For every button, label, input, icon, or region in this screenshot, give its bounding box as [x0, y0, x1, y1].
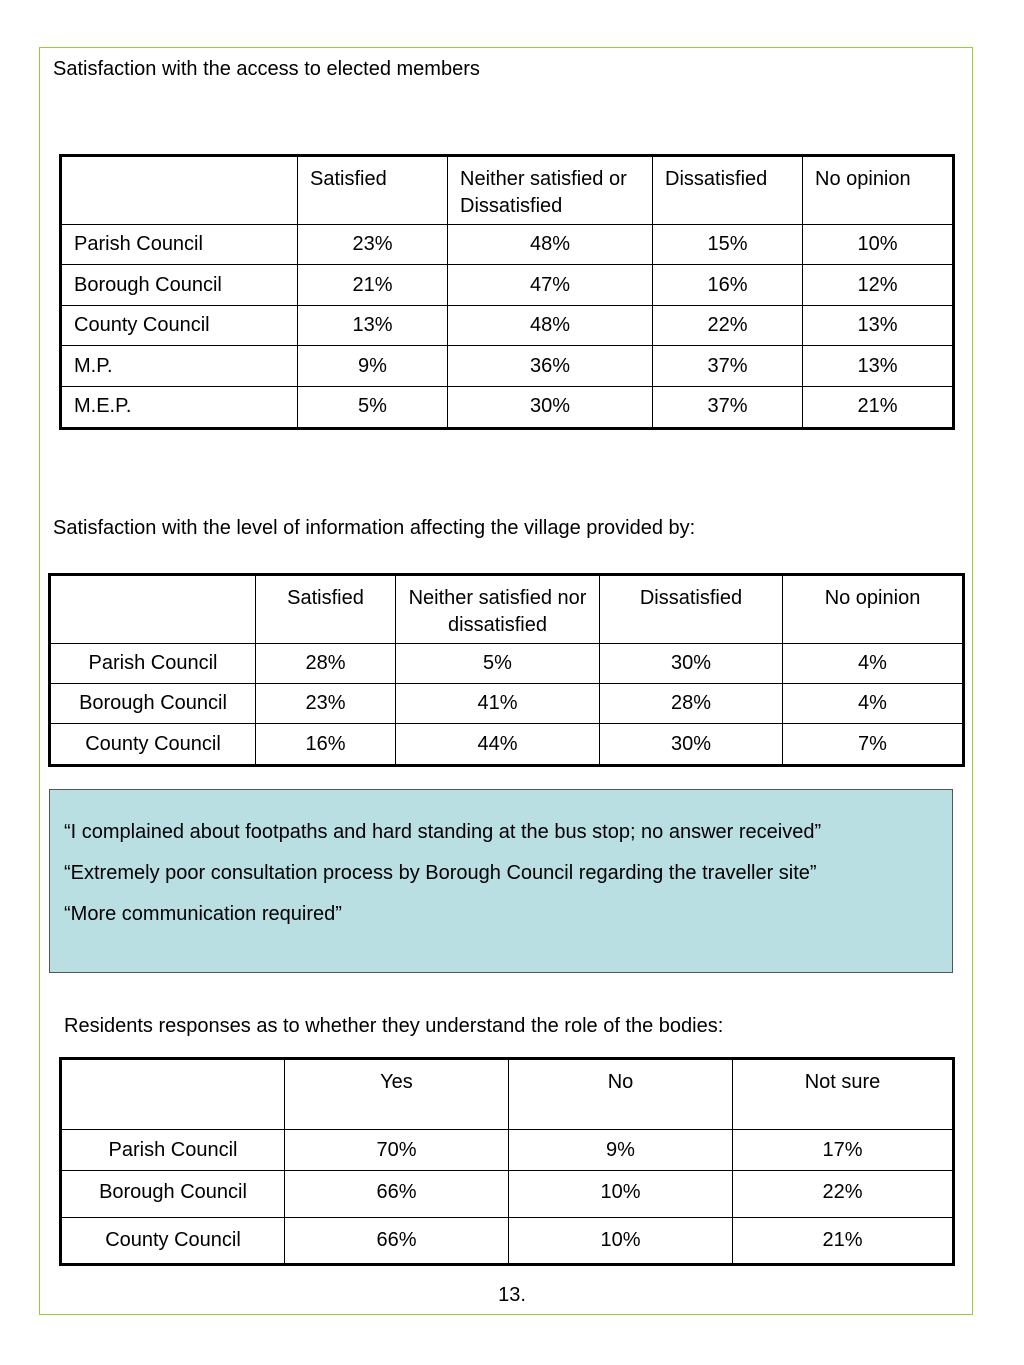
- table-cell: 22%: [733, 1171, 954, 1218]
- row-label: Borough Council: [61, 1171, 285, 1218]
- table-cell: 7%: [783, 724, 964, 766]
- table-row: [50, 684, 964, 724]
- row-label: M.E.P.: [61, 386, 298, 428]
- table-cell: 22%: [653, 305, 803, 345]
- quotes-box: [49, 789, 953, 973]
- table-header-row: [61, 156, 954, 225]
- quote-text: “More communication required”: [64, 903, 342, 925]
- section1-title: Satisfaction with the access to elected members: [53, 58, 480, 80]
- table-cell: 10%: [803, 225, 954, 265]
- table-cell: 47%: [448, 265, 653, 305]
- table-row: [50, 644, 964, 684]
- table-cell: 37%: [653, 386, 803, 428]
- table-cell: 23%: [298, 225, 448, 265]
- table-cell: 10%: [509, 1171, 733, 1218]
- table-cell: 5%: [396, 644, 600, 684]
- table-cell: 13%: [803, 305, 954, 345]
- table-cell: 28%: [600, 684, 783, 724]
- table-cell: 36%: [448, 346, 653, 386]
- table-cell: 12%: [803, 265, 954, 305]
- header-cell: Dissatisfied: [653, 156, 803, 225]
- table-row: [61, 305, 954, 345]
- row-label: Parish Council: [50, 644, 256, 684]
- understanding-table: [59, 1057, 955, 1266]
- table-cell: 28%: [256, 644, 396, 684]
- table-cell: 16%: [256, 724, 396, 766]
- table-cell: 30%: [600, 724, 783, 766]
- table-cell: 16%: [653, 265, 803, 305]
- section2-title: Satisfaction with the level of information affecting the village provided by:: [53, 517, 696, 539]
- header-cell: No opinion: [803, 156, 954, 225]
- table-cell: 70%: [285, 1130, 509, 1171]
- table-cell: 41%: [396, 684, 600, 724]
- table-cell: 15%: [653, 225, 803, 265]
- table-cell: 66%: [285, 1171, 509, 1218]
- row-label: M.P.: [61, 346, 298, 386]
- table-row: [61, 1171, 954, 1218]
- table-cell: 17%: [733, 1130, 954, 1171]
- table-row: [50, 724, 964, 766]
- header-cell: Neither satisfied nor dissatisfied: [396, 575, 600, 644]
- table-cell: 30%: [448, 386, 653, 428]
- table-cell: 30%: [600, 644, 783, 684]
- access-table: [59, 154, 955, 430]
- table-row: [61, 1218, 954, 1265]
- section3-title: Residents responses as to whether they understand the role of the bodies:: [64, 1015, 724, 1037]
- header-cell: Not sure: [733, 1059, 954, 1130]
- table-cell: 48%: [448, 305, 653, 345]
- row-label: Parish Council: [61, 225, 298, 265]
- table-row: [61, 346, 954, 386]
- table-cell: 9%: [509, 1130, 733, 1171]
- table-row: [61, 225, 954, 265]
- table-row: [61, 386, 954, 428]
- row-label: County Council: [61, 1218, 285, 1265]
- table-header-row: [50, 575, 964, 644]
- row-label: Parish Council: [61, 1130, 285, 1171]
- information-table: [48, 573, 965, 767]
- table-cell: 13%: [298, 305, 448, 345]
- header-cell: Neither satisfied or Dissatisfied: [448, 156, 653, 225]
- table-cell: 48%: [448, 225, 653, 265]
- quote-text: “Extremely poor consultation process by Borough Council regarding the traveller site”: [64, 862, 817, 884]
- table-cell: 37%: [653, 346, 803, 386]
- table-cell: 23%: [256, 684, 396, 724]
- row-label: Borough Council: [61, 265, 298, 305]
- header-cell: [61, 1059, 285, 1130]
- row-label: County Council: [50, 724, 256, 766]
- table-row: [61, 265, 954, 305]
- table-cell: 44%: [396, 724, 600, 766]
- table-header-row: [61, 1059, 954, 1130]
- header-cell: No opinion: [783, 575, 964, 644]
- header-cell: No: [509, 1059, 733, 1130]
- table-cell: 4%: [783, 684, 964, 724]
- table-row: [61, 1130, 954, 1171]
- table-cell: 13%: [803, 346, 954, 386]
- table-cell: 66%: [285, 1218, 509, 1265]
- header-cell: [61, 156, 298, 225]
- header-cell: Satisfied: [256, 575, 396, 644]
- table-cell: 10%: [509, 1218, 733, 1265]
- row-label: County Council: [61, 305, 298, 345]
- header-cell: [50, 575, 256, 644]
- table-cell: 4%: [783, 644, 964, 684]
- table-cell: 21%: [733, 1218, 954, 1265]
- header-cell: Satisfied: [298, 156, 448, 225]
- quote-text: “I complained about footpaths and hard standing at the bus stop; no answer received”: [64, 821, 822, 843]
- page-number: 13.: [498, 1284, 526, 1306]
- table-cell: 21%: [803, 386, 954, 428]
- row-label: Borough Council: [50, 684, 256, 724]
- header-cell: Yes: [285, 1059, 509, 1130]
- table-cell: 5%: [298, 386, 448, 428]
- table-cell: 21%: [298, 265, 448, 305]
- table-cell: 9%: [298, 346, 448, 386]
- header-cell: Dissatisfied: [600, 575, 783, 644]
